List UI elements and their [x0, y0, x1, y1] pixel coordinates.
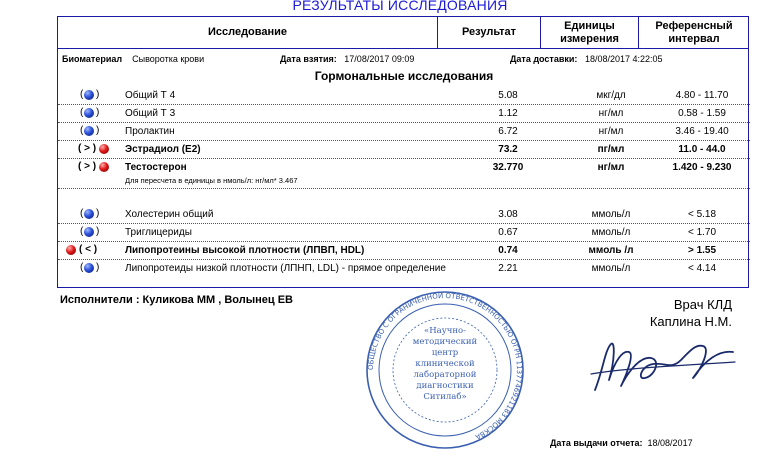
- blue-marker-icon: [84, 108, 94, 118]
- stamp-inner-text: «Научно-методический центр клинической лабораторной диагностики Ситилаб»: [412, 326, 478, 402]
- biomaterial-label: Биоматериал: [62, 54, 123, 64]
- result-row: [58, 141, 750, 159]
- test-unit: мкг/дл: [596, 90, 626, 101]
- test-reference: < 4.14: [687, 263, 717, 274]
- test-result: 2.21: [498, 263, 518, 274]
- test-name: Холестерин общий: [125, 209, 214, 220]
- issue-date-value: 18/08/2017: [647, 438, 693, 448]
- executors: Исполнители : Куликова ММ , Волынец ЕВ: [60, 294, 293, 306]
- flag-low: ( < ): [79, 244, 98, 255]
- date-taken-value: 17/08/2017 09:09: [344, 54, 415, 64]
- lab-stamp-icon: [360, 290, 530, 450]
- blue-marker-icon: [84, 263, 94, 273]
- test-reference: < 1.70: [687, 227, 717, 238]
- flag-open: (: [80, 208, 84, 219]
- test-unit: пг/мл: [597, 144, 625, 155]
- doctor-name: Каплина Н.М.: [649, 314, 732, 329]
- section-title: Гормональные исследования: [314, 69, 494, 83]
- flag-high: ( > ): [78, 143, 97, 154]
- date-taken-info: [280, 54, 414, 64]
- flag-close: ): [96, 208, 100, 219]
- test-result: 0.67: [498, 227, 518, 238]
- flag-close: ): [96, 107, 100, 118]
- blue-marker-icon: [84, 126, 94, 136]
- red-marker-icon: [66, 245, 76, 255]
- report-title: РЕЗУЛЬТАТЫ ИССЛЕДОВАНИЯ: [292, 0, 508, 13]
- result-row: [58, 224, 750, 242]
- test-reference: > 1.55: [687, 245, 717, 256]
- test-result: 32.770: [492, 162, 524, 173]
- flag-close: ): [96, 262, 100, 273]
- test-name: Тестостерон: [125, 162, 187, 173]
- red-marker-icon: [99, 144, 109, 154]
- test-reference: 11.0 - 44.0: [678, 144, 726, 155]
- test-result: 3.08: [498, 209, 518, 220]
- result-row: [58, 260, 750, 288]
- flag-close: ): [96, 89, 100, 100]
- result-row: [58, 123, 750, 141]
- test-unit: нг/мл: [597, 162, 625, 173]
- test-unit: ммоль /л: [588, 245, 634, 256]
- doctor-title: Врач КЛД: [673, 297, 732, 312]
- test-unit: ммоль/л: [591, 209, 631, 220]
- column-header-study: Исследование: [58, 17, 438, 48]
- doctor-signature-icon: [585, 330, 740, 400]
- test-name: Общий Т 4: [125, 90, 176, 101]
- test-unit: ммоль/л: [591, 227, 631, 238]
- test-result: 1.12: [498, 108, 518, 119]
- result-row: [58, 242, 750, 260]
- delivery-date-label: Дата доставки:: [510, 54, 578, 64]
- flag-open: (: [80, 262, 84, 273]
- delivery-date-info: [510, 54, 663, 64]
- result-row: [58, 105, 750, 123]
- column-header-reference: Референсный интервал: [655, 19, 733, 45]
- stamp-outer-text: ОБЩЕСТВО С ОГРАНИЧЕННОЙ ОТВЕТСТВЕННОСТЬЮ ОГРН 1137746921183 МОСКВА: [366, 291, 524, 441]
- flag-open: (: [80, 107, 84, 118]
- results-table: [57, 16, 749, 288]
- flag-close: ): [96, 226, 100, 237]
- blue-marker-icon: [84, 90, 94, 100]
- test-result: 5.08: [498, 90, 518, 101]
- biomaterial-value: Сыворотка крови: [132, 54, 205, 64]
- blue-marker-icon: [84, 209, 94, 219]
- header-divider: [58, 48, 748, 49]
- test-reference: 3.46 - 19.40: [675, 126, 729, 137]
- flag-open: (: [80, 89, 84, 100]
- blue-marker-icon: [84, 227, 94, 237]
- test-name: Липопротеины высокой плотности (ЛПВП, HDL): [125, 245, 365, 256]
- result-row: [58, 206, 750, 224]
- red-marker-icon: [99, 162, 109, 172]
- issue-date-label: Дата выдачи отчета:: [550, 438, 643, 448]
- test-result: 6.72: [498, 126, 518, 137]
- test-name: Эстрадиол (Е2): [125, 144, 201, 155]
- flag-open: (: [80, 226, 84, 237]
- test-reference: 1.420 - 9.230: [672, 162, 732, 173]
- delivery-date-value: 18/08/2017 4:22:05: [584, 54, 663, 64]
- doctor-block: [650, 296, 732, 330]
- test-reference: < 5.18: [687, 209, 717, 220]
- conversion-note: Для пересчета в единицы в нмоль/л: нг/мл* 3.467: [125, 176, 298, 185]
- issue-date-info: [550, 438, 693, 448]
- date-taken-label: Дата взятия:: [280, 54, 337, 64]
- test-unit: ммоль/л: [591, 263, 631, 274]
- biomaterial-info: [62, 54, 204, 64]
- test-unit: нг/мл: [598, 126, 624, 137]
- flag-high: ( > ): [78, 161, 97, 172]
- test-name: Общий Т 3: [125, 108, 176, 119]
- column-header-result: Результат: [438, 17, 541, 48]
- test-result: 73.2: [498, 144, 518, 155]
- test-name: Триглицериды: [125, 227, 192, 238]
- test-name: Липопротеиды низкой плотности (ЛПНП, LDL) - прямое определение: [125, 263, 446, 274]
- flag-open: (: [80, 125, 84, 136]
- column-header-units: Единицы измерения: [541, 17, 639, 48]
- test-unit: нг/мл: [598, 108, 624, 119]
- test-name: Пролактин: [125, 126, 175, 137]
- test-reference: 4.80 - 11.70: [675, 90, 729, 101]
- flag-close: ): [96, 125, 100, 136]
- test-reference: 0.58 - 1.59: [678, 108, 726, 119]
- result-row: [58, 87, 750, 105]
- result-row: [58, 159, 750, 189]
- test-result: 0.74: [498, 245, 518, 256]
